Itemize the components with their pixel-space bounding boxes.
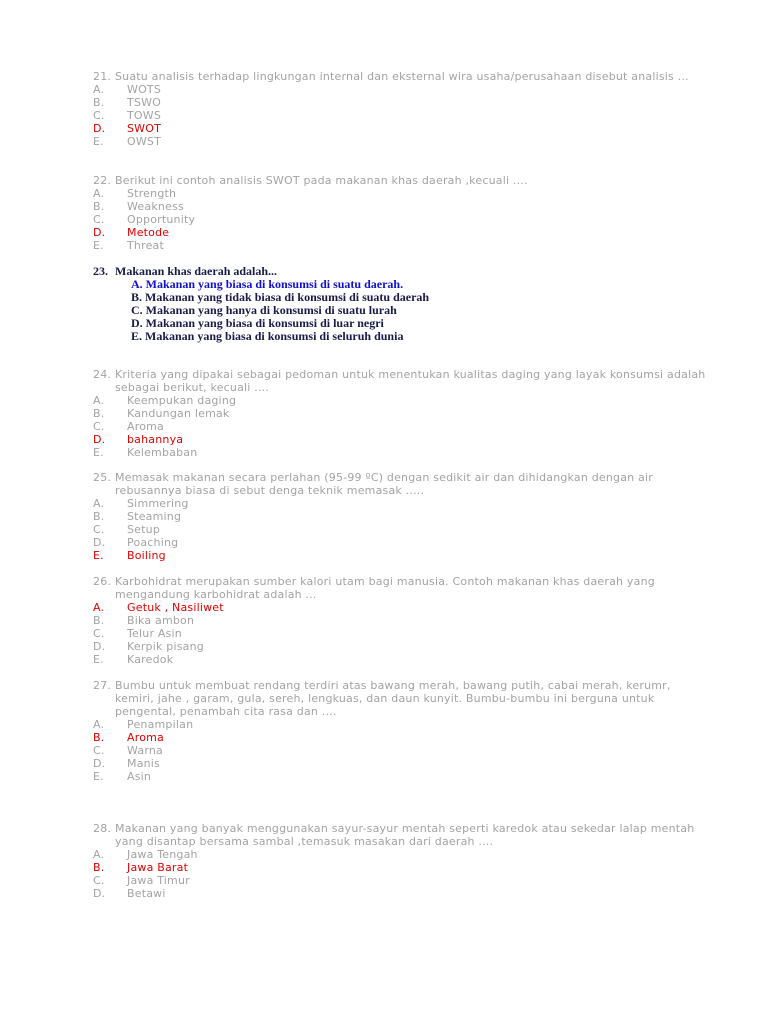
option-letter: D. [93,536,106,549]
option-e [93,446,713,459]
option-text: Poaching [127,536,179,549]
option-letter: C. [93,523,105,536]
option-letter: C. [93,874,105,887]
question-text: Memasak makanan secara perlahan (95-99 ºC) dengan sedikit air dan dihidangkan dengan air rebusannya biasa di sebut denga teknik memasak ..... [115,471,653,497]
option-text: bahannya [127,433,184,446]
option-c [93,213,713,226]
option-letter: E. [93,446,104,459]
question-27 [93,679,713,783]
question-number: 21. [93,70,112,83]
option-a [93,848,713,861]
option-letter: E. [93,653,104,666]
option-letter: D. [93,640,106,653]
option-letter: B. [93,510,105,523]
option-letter: E. [93,549,104,562]
option-d [93,887,713,900]
option-text: Kerpik pisang [127,640,204,653]
question-stem [93,174,713,187]
option-c [93,523,713,536]
option-letter: C. [93,627,105,640]
option-letter: E. [93,239,104,252]
option-text: Kandungan lemak [127,407,230,420]
option-a [93,83,713,96]
option-text: Penampilan [127,718,194,731]
option-letter: A. [93,394,105,407]
option-a-answer [93,601,713,614]
question-22 [93,174,713,252]
question-text: Suatu analisis terhadap lingkungan internal dan eksternal wira usaha/perusahaan disebut analisis ... [115,70,689,83]
option-d [93,640,713,653]
option-text: WOTS [127,83,162,96]
option-text: Aroma [127,420,164,433]
question-stem [93,822,713,848]
option-text: Metode [127,226,170,239]
option-text: Aroma [127,731,164,744]
option-letter: A. [93,187,105,200]
option-text: SWOT [127,122,162,135]
question-number: 22. [93,174,112,187]
option-c [93,744,713,757]
option-letter: A. [93,601,105,614]
option-letter: B. [93,200,105,213]
option-text: Setup [127,523,161,536]
option-b: B. Makanan yang tidak biasa di konsumsi di suatu daerah [131,290,430,304]
option-text: TSWO [127,96,162,109]
question-number: 26. [93,575,112,588]
option-letter: B. [93,407,105,420]
question-stem [93,679,713,718]
question-stem [93,70,713,83]
option-letter: D. [93,122,106,135]
question-24 [93,368,713,459]
question-25 [93,471,713,562]
option-e [93,239,713,252]
option-text: OWST [127,135,162,148]
question-number: 23. [93,264,108,278]
option-c [93,420,713,433]
option-text: Getuk , Nasiliwet [127,601,224,614]
option-letter: E. [93,135,104,148]
option-letter: E. [93,770,104,783]
option-c [93,874,713,887]
option-e [93,135,713,148]
option-d-answer [93,433,713,446]
question-number: 25. [93,471,112,484]
question-stem [93,368,713,394]
option-letter: D. [93,226,106,239]
option-e [93,770,713,783]
option-d-answer [93,226,713,239]
question-number: 27. [93,679,112,692]
option-text: Manis [127,757,160,770]
option-text: Weakness [127,200,184,213]
option-text: Boiling [127,549,166,562]
option-text: TOWS [127,109,162,122]
option-text: Steaming [127,510,182,523]
question-21 [93,70,713,148]
option-b-answer [93,861,713,874]
question-26 [93,575,713,666]
option-b [93,614,713,627]
option-text: Karedok [127,653,174,666]
option-text: Simmering [127,497,189,510]
question-28 [93,822,713,900]
option-c [93,627,713,640]
option-letter: C. [93,213,105,226]
option-e: E. Makanan yang biasa di konsumsi di seluruh dunia [131,329,404,343]
option-c [93,109,713,122]
option-letter: C. [93,744,105,757]
option-d [93,757,713,770]
option-letter: D. [93,757,106,770]
option-a [93,187,713,200]
option-text: Betawi [127,887,166,900]
option-text: Kelembaban [127,446,198,459]
option-letter: D. [93,433,106,446]
option-letter: A. [93,848,105,861]
option-text: Jawa Timur [127,874,190,887]
option-letter: C. [93,109,105,122]
option-text: Strength [127,187,177,200]
question-text: Makanan yang banyak menggunakan sayur-sayur mentah seperti karedok atau sekedar lalap mentah yang disantap bersama sambal ,temasuk masakan dari daerah .... [115,822,695,848]
option-b [93,200,713,213]
option-d-answer [93,122,713,135]
option-text: Jawa Barat [127,861,189,874]
option-b [93,407,713,420]
option-b [93,96,713,109]
option-letter: B. [93,614,105,627]
option-d: D. Makanan yang biasa di konsumsi di luar negri [131,316,384,330]
option-a [93,394,713,407]
option-text: Keempukan daging [127,394,237,407]
option-b [93,510,713,523]
option-letter: A. [93,497,105,510]
question-text: Berikut ini contoh analisis SWOT pada makanan khas daerah ,kecuali .... [115,174,528,187]
option-a [93,497,713,510]
option-text: Threat [127,239,164,252]
option-d [93,536,713,549]
option-b-answer [93,731,713,744]
option-letter: A. [93,83,105,96]
option-a-answer: A. Makanan yang biasa di konsumsi di suatu daerah. [131,277,404,291]
question-23 [93,265,713,343]
option-text: Asin [127,770,152,783]
option-a [93,718,713,731]
option-text: Opportunity [127,213,196,226]
option-letter: B. [93,861,105,874]
question-stem [93,575,713,601]
option-letter: D. [93,887,106,900]
question-stem [93,471,713,497]
option-letter: B. [93,96,105,109]
option-letter: A. [93,718,105,731]
option-e-answer [93,549,713,562]
question-text: Kriteria yang dipakai sebagai pedoman untuk menentukan kualitas daging yang layak konsumsi adalah sebagai berikut, kecuali .... [115,368,706,394]
option-text: Warna [127,744,163,757]
option-c: C. Makanan yang hanya di konsumsi di suatu lurah [131,303,397,317]
option-e [93,653,713,666]
question-text: Makanan khas daerah adalah... [115,264,278,278]
option-letter: C. [93,420,105,433]
option-text: Telur Asin [127,627,182,640]
option-text: Jawa Tengah [127,848,198,861]
question-text: Karbohidrat merupakan sumber kalori utam bagi manusia. Contoh makanan khas daerah yang mengandung karbohidrat adalah ... [115,575,655,601]
option-letter: B. [93,731,105,744]
question-number: 24. [93,368,112,381]
option-text: Bika ambon [127,614,195,627]
question-number: 28. [93,822,112,835]
question-text: Bumbu untuk membuat rendang terdiri atas bawang merah, bawang putih, cabai merah, kerumr, kemiri, jahe , garam, gula, sereh, lengkuas, dan daun kunyit. Bumbu-bumbu ini berguna untuk pengental, penambah cita rasa dan .... [115,679,671,718]
